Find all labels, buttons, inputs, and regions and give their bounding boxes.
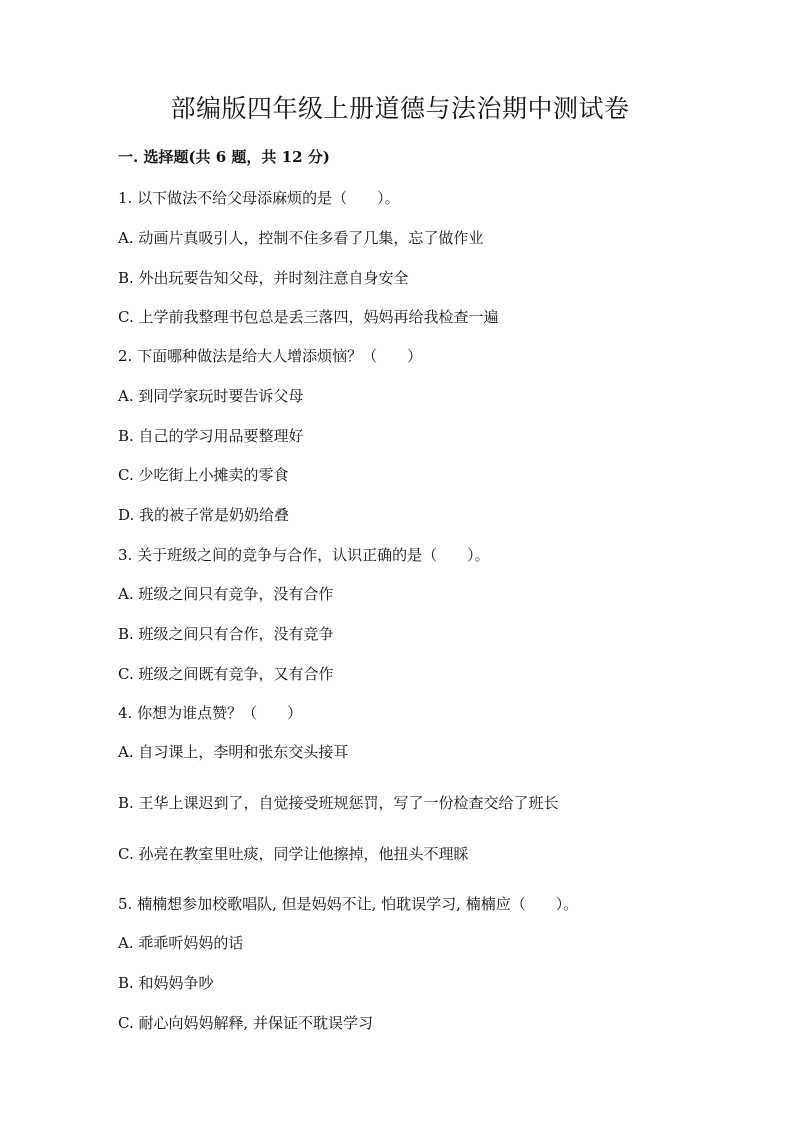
question-4-stem: 4. 你想为谁点赞？（ ） xyxy=(118,704,303,722)
question-3-option-c: C. 班级之间既有竞争，又有合作 xyxy=(118,665,334,683)
question-2-option-c: C. 少吃街上小摊卖的零食 xyxy=(118,466,289,484)
question-4-option-a: A. 自习课上，李明和张东交头接耳 xyxy=(118,743,349,761)
question-1-option-b: B. 外出玩要告知父母，并时刻注意自身安全 xyxy=(118,269,409,287)
question-5-option-b: B. 和妈妈争吵 xyxy=(118,974,214,992)
question-4-option-c: C. 孙亮在教室里吐痰，同学让他擦掉，他扭头不理睬 xyxy=(118,845,469,863)
question-1-stem: 1. 以下做法不给父母添麻烦的是（ ）。 xyxy=(118,189,400,207)
question-4-option-b: B. 王华上课迟到了，自觉接受班规惩罚，写了一份检查交给了班长 xyxy=(118,794,559,812)
question-3-option-b: B. 班级之间只有合作，没有竞争 xyxy=(118,625,334,643)
question-3-stem: 3. 关于班级之间的竞争与合作，认识正确的是（ ）。 xyxy=(118,546,490,564)
question-2-option-b: B. 自己的学习用品要整理好 xyxy=(118,427,304,445)
question-2-option-a: A. 到同学家玩时要告诉父母 xyxy=(118,387,304,405)
question-2-option-d: D. 我的被子常是奶奶给叠 xyxy=(118,506,290,524)
question-1-option-a: A. 动画片真吸引人，控制不住多看了几集，忘了做作业 xyxy=(118,229,484,247)
question-2-stem: 2. 下面哪种做法是给大人增添烦恼？（ ） xyxy=(118,347,423,365)
question-5-option-a: A. 乖乖听妈妈的话 xyxy=(118,934,244,952)
question-5-stem: 5. 楠楠想参加校歌唱队, 但是妈妈不让, 怕耽误学习, 楠楠应（ ）。 xyxy=(118,895,579,913)
question-1-option-c: C. 上学前我整理书包总是丢三落四，妈妈再给我检查一遍 xyxy=(118,308,499,326)
question-5-option-c: C. 耐心向妈妈解释, 并保证不耽误学习 xyxy=(118,1014,374,1032)
exam-title: 部编版四年级上册道德与法治期中测试卷 xyxy=(170,94,630,123)
section-heading: 一. 选择题(共 6 题，共 12 分) xyxy=(118,148,330,166)
question-3-option-a: A. 班级之间只有竞争，没有合作 xyxy=(118,585,334,603)
